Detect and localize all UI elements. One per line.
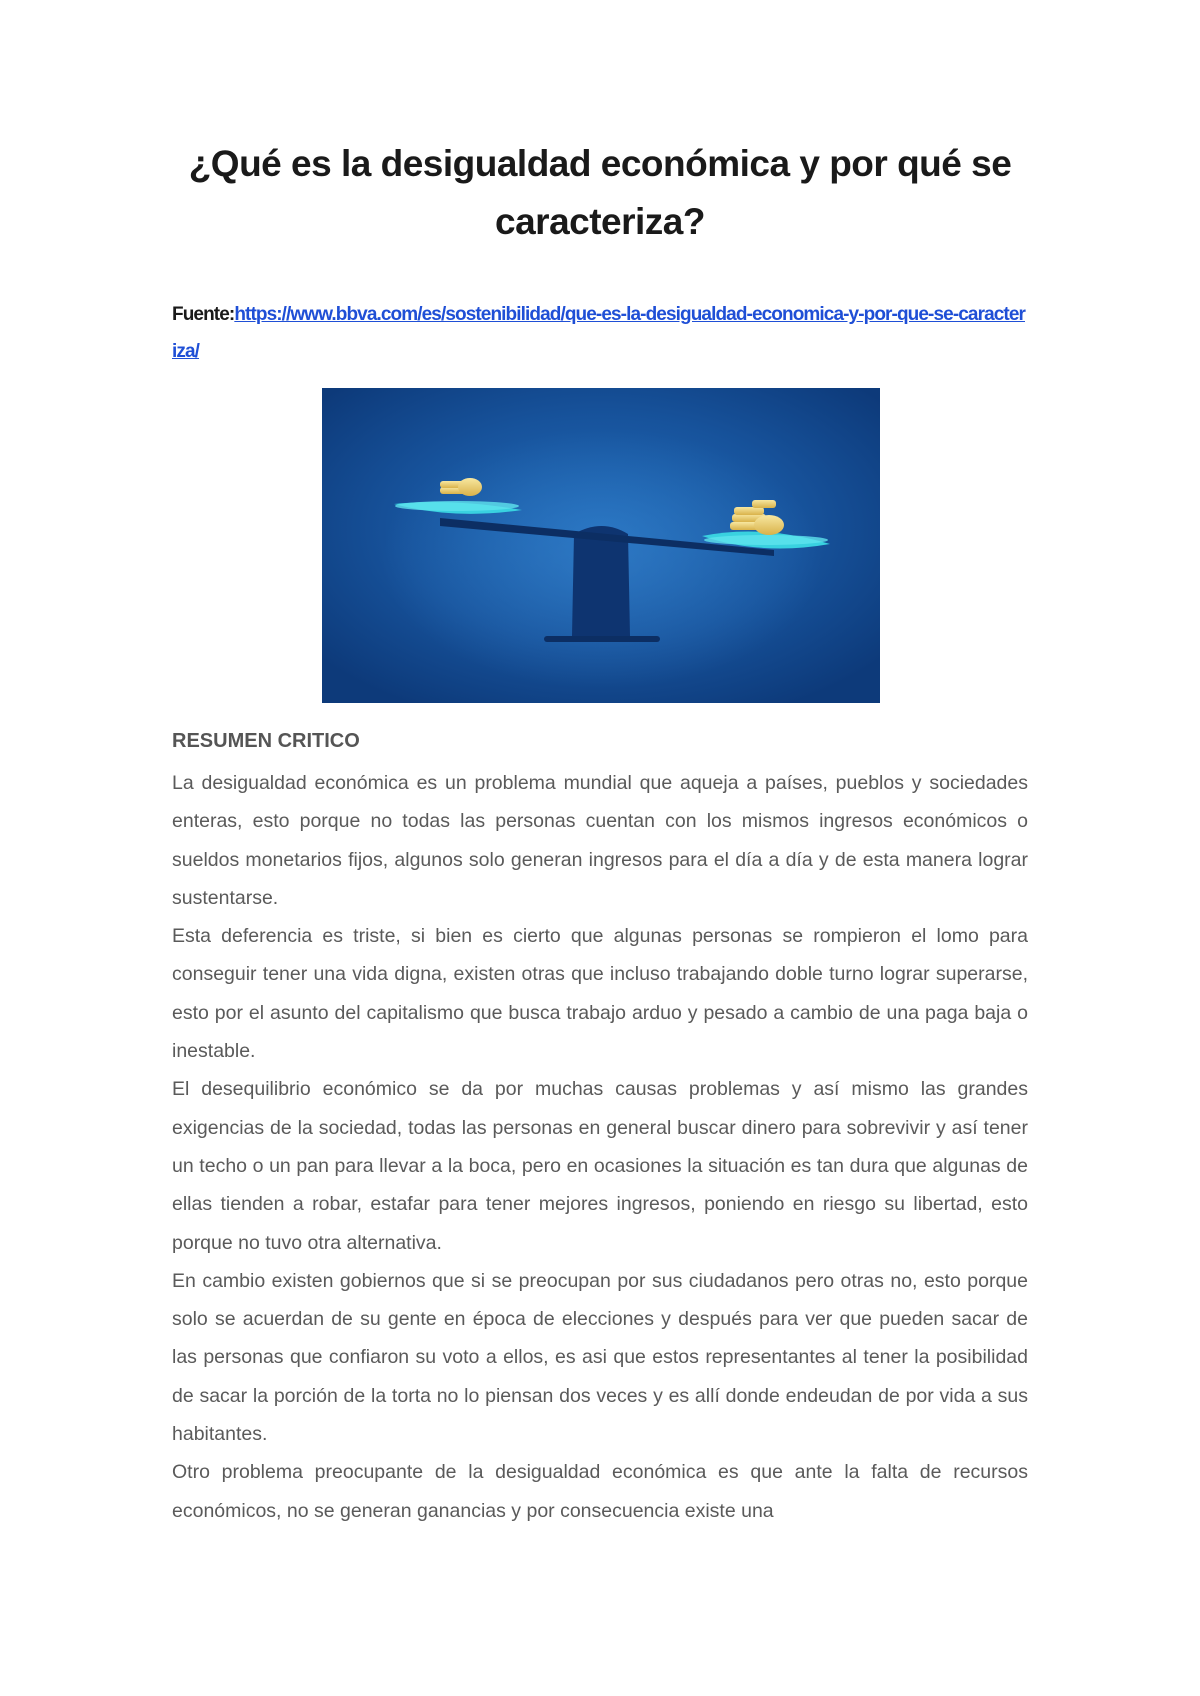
paragraph-3: El desequilibrio económico se da por muchas causas problemas y así mismo las grandes exigencias de la sociedad, todas las personas en general buscar dinero para sobrevivir y así tener un techo o un pan para llevar a la boca, pero en ocasiones la situación es tan dura que algunas de ellas tienden a robar, estafar para tener mejores ingresos, poniendo en riesgo su libertad, esto porque no tuvo otra alternativa.	[172, 1078, 1028, 1254]
summary-body	[172, 764, 1028, 1530]
source-link[interactable]: https://www.bbva.com/es/sostenibilidad/que-es-la-desigualdad-economica-y-por-que-se-caracteriza/	[172, 304, 1025, 362]
section-heading: RESUMEN CRITICO	[172, 730, 360, 752]
source-label: Fuente:	[172, 304, 235, 325]
paragraph-1: La desigualdad económica es un problema mundial que aqueja a países, pueblos y sociedades enteras, esto porque no todas las personas cuentan con los mismos ingresos económicos o sueldos monetarios fijos, algunos solo generan ingresos para el día a día y de esta manera lograr sustentarse.	[172, 772, 1028, 909]
source-line	[172, 296, 1028, 370]
paragraph-4: En cambio existen gobiernos que si se preocupan por sus ciudadanos pero otras no, esto porque solo se acuerdan de su gente en época de elecciones y después para ver que pueden sacar de las personas que confiaron su voto a ellos, es asi que estos representantes al tener la posibilidad de sacar la porción de la torta no lo piensan dos veces y es allí donde endeudan de por vida a sus habitantes.	[172, 1269, 1028, 1446]
page-title: ¿Qué es la desigualdad económica y por qué se caracteriza?	[188, 143, 1012, 242]
paragraph-2: Esta deferencia es triste, si bien es cierto que algunas personas se rompieron el lomo para conseguir tener una vida digna, existen otras que incluso trabajando doble turno lograr superarse, esto por el asunto del capitalismo que busca trabajo arduo y pesado a cambio de una paga baja o inestable.	[172, 925, 1028, 1063]
balance-scale-coins-icon	[322, 388, 880, 703]
paragraph-5: Otro problema preocupante de la desigualdad económica es que ante la falta de recursos económicos, no se generan ganancias y por consecuencia existe una	[172, 1461, 1028, 1522]
